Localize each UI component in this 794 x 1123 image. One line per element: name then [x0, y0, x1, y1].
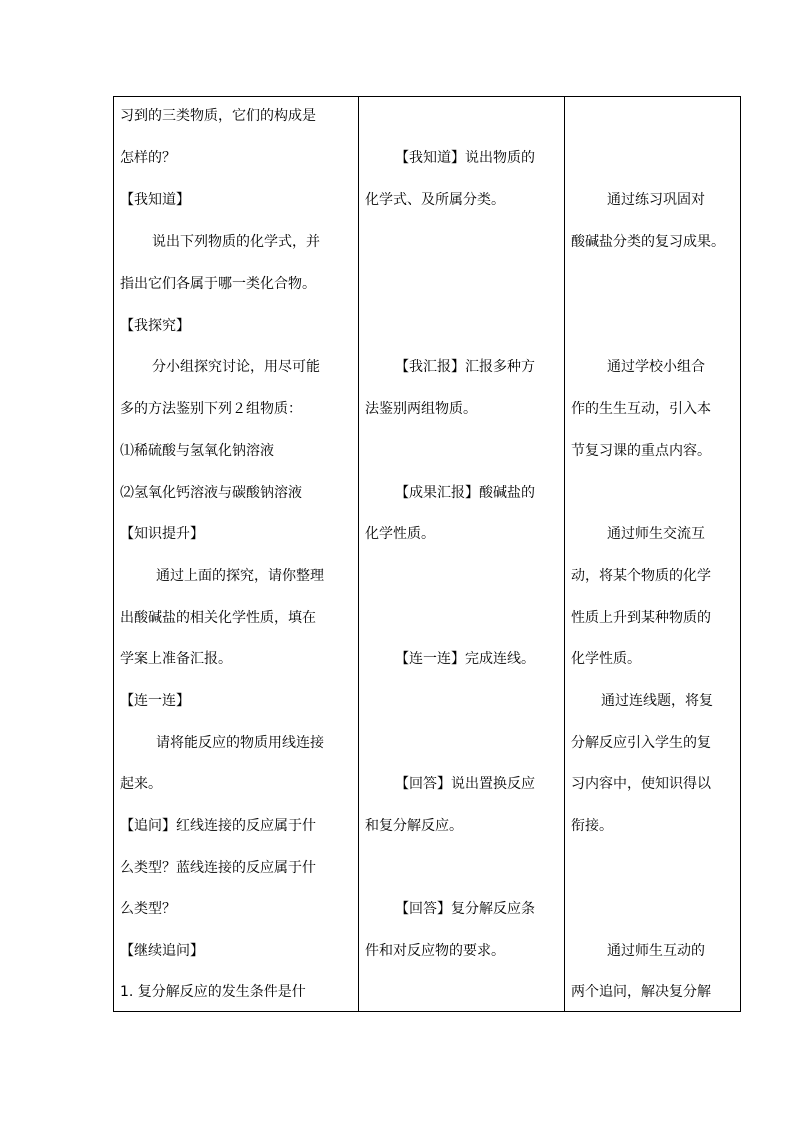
text-line: 分解反应引入学生的复: [571, 735, 711, 751]
text-line: 学案上准备汇报。: [120, 651, 232, 667]
text-line: 多的方法鉴别下列２组物质：: [120, 401, 302, 417]
text-line: 通过学校小组合: [607, 359, 705, 375]
text-line: 【回答】复分解反应条: [395, 901, 535, 917]
text-line: 【我知道】: [120, 192, 190, 208]
text-line: 么类型？: [120, 901, 176, 917]
text-line: 件和对反应物的要求。: [365, 943, 505, 959]
teacher-activity-column: [114, 97, 358, 1011]
text-line: 通过上面的探究，请你整理: [156, 568, 324, 584]
text-line: 出酸碱盐的相关化学性质，填在: [120, 610, 316, 626]
text-line: 【追问】红线连接的反应属于什: [120, 818, 316, 834]
text-line: 【连一连】: [120, 693, 190, 709]
text-line: 化学性质。: [571, 651, 641, 667]
text-line: 化学性质。: [365, 526, 435, 542]
text-line: 通过练习巩固对: [607, 192, 705, 208]
text-line: 通过师生互动的: [607, 943, 705, 959]
text-line: 性质上升到某种物质的: [571, 610, 711, 626]
text-line: 和复分解反应。: [365, 818, 463, 834]
text-line: 酸碱盐分类的复习成果。: [571, 234, 725, 250]
text-line: 通过连线题，将复: [601, 693, 713, 709]
text-line: 【连一连】完成连线。: [395, 651, 535, 667]
text-line: ⑴稀硫酸与氢氧化钠溶液: [120, 443, 274, 459]
text-line: 【回答】说出置换反应: [395, 776, 535, 792]
text-line: 【我汇报】汇报多种方: [395, 359, 535, 375]
text-line: 两个追问，解决复分解: [571, 984, 711, 1000]
text-line: 1. 复分解反应的发生条件是什: [120, 984, 306, 1000]
text-line: 习到的三类物质，它们的构成是: [120, 108, 316, 124]
text-line: 说出下列物质的化学式，并: [152, 234, 320, 250]
text-line: 起来。: [120, 776, 162, 792]
text-line: 化学式、及所属分类。: [365, 192, 505, 208]
text-line: 法鉴别两组物质。: [365, 401, 477, 417]
text-line: 节复习课的重点内容。: [571, 443, 711, 459]
text-line: 么类型？蓝线连接的反应属于什: [120, 860, 316, 876]
student-activity-column: [359, 97, 564, 1011]
text-line: 【继续追问】: [120, 943, 204, 959]
text-line: 【我探究】: [120, 318, 190, 334]
lesson-table: [113, 96, 741, 1012]
text-line: 作的生生互动，引入本: [571, 401, 711, 417]
text-line: 【知识提升】: [120, 526, 204, 542]
text-line: 动，将某个物质的化学: [571, 568, 711, 584]
text-line: 【成果汇报】酸碱盐的: [395, 485, 535, 501]
text-line: 习内容中，使知识得以: [571, 776, 711, 792]
text-line: 【我知道】说出物质的: [395, 150, 535, 166]
text-line: 指出它们各属于哪一类化合物。: [120, 276, 316, 292]
text-line: ⑵氢氧化钙溶液与碳酸钠溶液: [120, 485, 302, 501]
text-line: 怎样的？: [120, 150, 176, 166]
text-line: 通过师生交流互: [607, 526, 705, 542]
design-intent-column: [565, 97, 741, 1011]
text-line: 衔接。: [571, 818, 613, 834]
text-line: 分小组探究讨论，用尽可能: [152, 359, 320, 375]
text-line: 请将能反应的物质用线连接: [156, 735, 324, 751]
